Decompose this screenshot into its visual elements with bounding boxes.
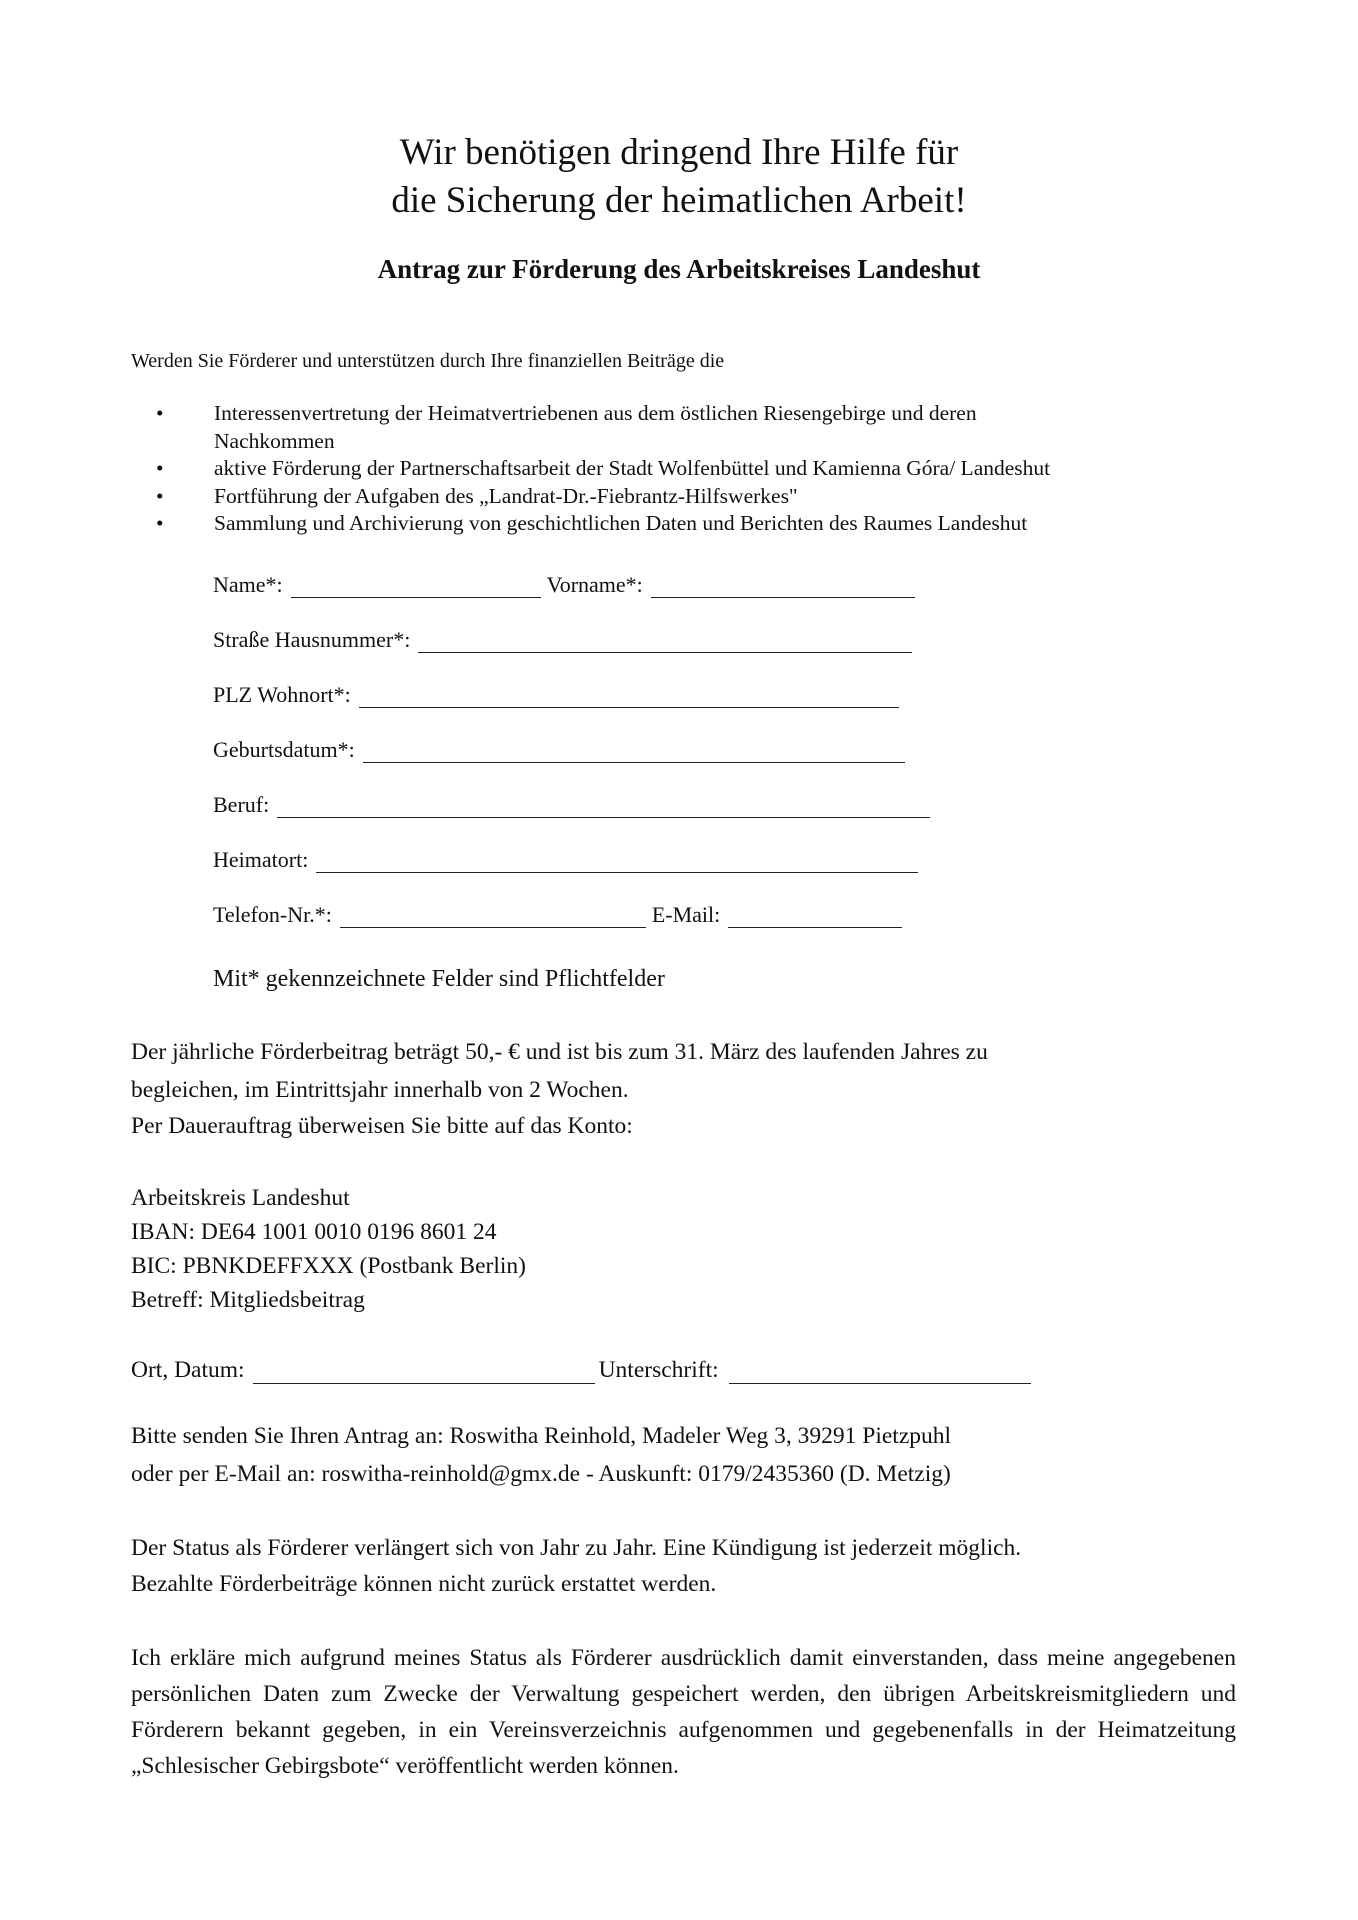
beruf-field[interactable] <box>277 795 930 818</box>
plz-row <box>213 678 899 708</box>
name-row <box>213 568 915 598</box>
bullet-icon: • <box>156 401 164 425</box>
bullet-icon: • <box>156 456 164 480</box>
name-field[interactable] <box>291 575 541 598</box>
ort-datum-field[interactable] <box>253 1359 595 1384</box>
heimatort-field[interactable] <box>316 850 918 873</box>
plz-label: PLZ Wohnort*: <box>213 682 351 707</box>
unterschrift-label: Unterschrift: <box>598 1357 719 1383</box>
heimatort-label: Heimatort: <box>213 847 309 872</box>
strasse-row <box>213 623 912 653</box>
ort-datum-label: Ort, Datum: <box>131 1357 245 1383</box>
geburtsdatum-row <box>213 733 905 763</box>
list-item-text: Interessenvertretung der Heimatvertriebenen aus dem östlichen Riesengebirge und deren <box>214 401 977 425</box>
heimatort-row <box>213 843 918 873</box>
consent-text: Ich erkläre mich aufgrund meines Status als Förderer ausdrücklich damit einverstanden, dass meine angegebenen persönlichen Daten zum Zwecke der Verwaltung gespeichert werden, den übrigen Arbeitskreismitgliedern und Förderern bekannt gegeben, in ein Vereinsverzeichnis aufgenommen und gegebenenfalls in der Heimatzeitung „Schlesischer Gebirgsbote“ veröffentlicht werden können. <box>131 1645 1236 1779</box>
bank-reference: Betreff: Mitgliedsbeitrag <box>131 1287 365 1313</box>
telefon-label: Telefon-Nr.*: <box>213 902 332 927</box>
signature-row <box>131 1350 1031 1384</box>
status-text-line2: Bezahlte Förderbeiträge können nicht zurück erstattet werden. <box>131 1571 717 1597</box>
geburtsdatum-field[interactable] <box>363 740 905 763</box>
list-item-text: aktive Förderung der Partnerschaftsarbeit der Stadt Wolfenbüttel und Kamienna Góra/ Landeshut <box>214 456 1051 480</box>
strasse-field[interactable] <box>418 630 912 653</box>
beruf-label: Beruf: <box>213 792 270 817</box>
telefon-field[interactable] <box>340 905 646 928</box>
list-item-text: Sammlung und Archivierung von geschichtlichen Daten und Berichten des Raumes Landeshut <box>214 511 1028 535</box>
email-label: E-Mail: <box>651 902 721 927</box>
contact-email-phone: oder per E-Mail an: roswitha-reinhold@gmx.de - Auskunft: 0179/2435360 (D. Metzig) <box>131 1461 951 1487</box>
bullet-icon: • <box>156 483 164 508</box>
intro-text: Werden Sie Förderer und unterstützen durch Ihre finanziellen Beiträge die <box>131 350 725 372</box>
list-item <box>150 455 1240 483</box>
vorname-field[interactable] <box>651 575 915 598</box>
page-title-line2: die Sicherung der heimatlichen Arbeit! <box>391 180 967 221</box>
vorname-label: Vorname*: <box>546 572 643 597</box>
purpose-list <box>150 400 1240 538</box>
bullet-icon: • <box>156 511 164 535</box>
bank-iban: IBAN: DE64 1001 0010 0196 8601 24 <box>131 1219 497 1245</box>
beruf-row <box>213 788 930 818</box>
list-item-text: Fortführung der Aufgaben des „Landrat-Dr.-Fiebrantz-Hilfswerkes" <box>214 483 798 508</box>
payment-text-line2: begleichen, im Eintrittsjahr innerhalb von 2 Wochen. <box>131 1077 629 1103</box>
bank-account-name: Arbeitskreis Landeshut <box>131 1185 350 1211</box>
list-item-text-continued: Nachkommen <box>214 428 335 453</box>
contact-address: Bitte senden Sie Ihren Antrag an: Roswitha Reinhold, Madeler Weg 3, 39291 Pietzpuhl <box>131 1423 952 1449</box>
telefon-row <box>213 898 902 928</box>
payment-text-line3: Per Dauerauftrag überweisen Sie bitte auf das Konto: <box>131 1113 633 1139</box>
plz-wohnort-field[interactable] <box>359 685 899 708</box>
unterschrift-field[interactable] <box>729 1359 1031 1384</box>
payment-text-line1: Der jährliche Förderbeitrag beträgt 50,- € und ist bis zum 31. März des laufenden Jahres zu <box>131 1039 988 1065</box>
list-item <box>150 400 1240 455</box>
required-fields-note: Mit* gekennzeichnete Felder sind Pflichtfelder <box>213 966 665 992</box>
name-label: Name*: <box>213 572 283 597</box>
list-item <box>150 483 1240 511</box>
form-subtitle: Antrag zur Förderung des Arbeitskreises Landeshut <box>377 254 981 284</box>
email-field[interactable] <box>728 905 902 928</box>
status-text-line1: Der Status als Förderer verlängert sich von Jahr zu Jahr. Eine Kündigung ist jederzeit möglich. <box>131 1535 1022 1561</box>
strasse-label: Straße Hausnummer*: <box>213 627 411 652</box>
bank-bic: BIC: PBNKDEFFXXX (Postbank Berlin) <box>131 1253 526 1279</box>
page-title-line1: Wir benötigen dringend Ihre Hilfe für <box>399 132 959 173</box>
list-item <box>150 510 1240 538</box>
geburtsdatum-label: Geburtsdatum*: <box>213 737 355 762</box>
